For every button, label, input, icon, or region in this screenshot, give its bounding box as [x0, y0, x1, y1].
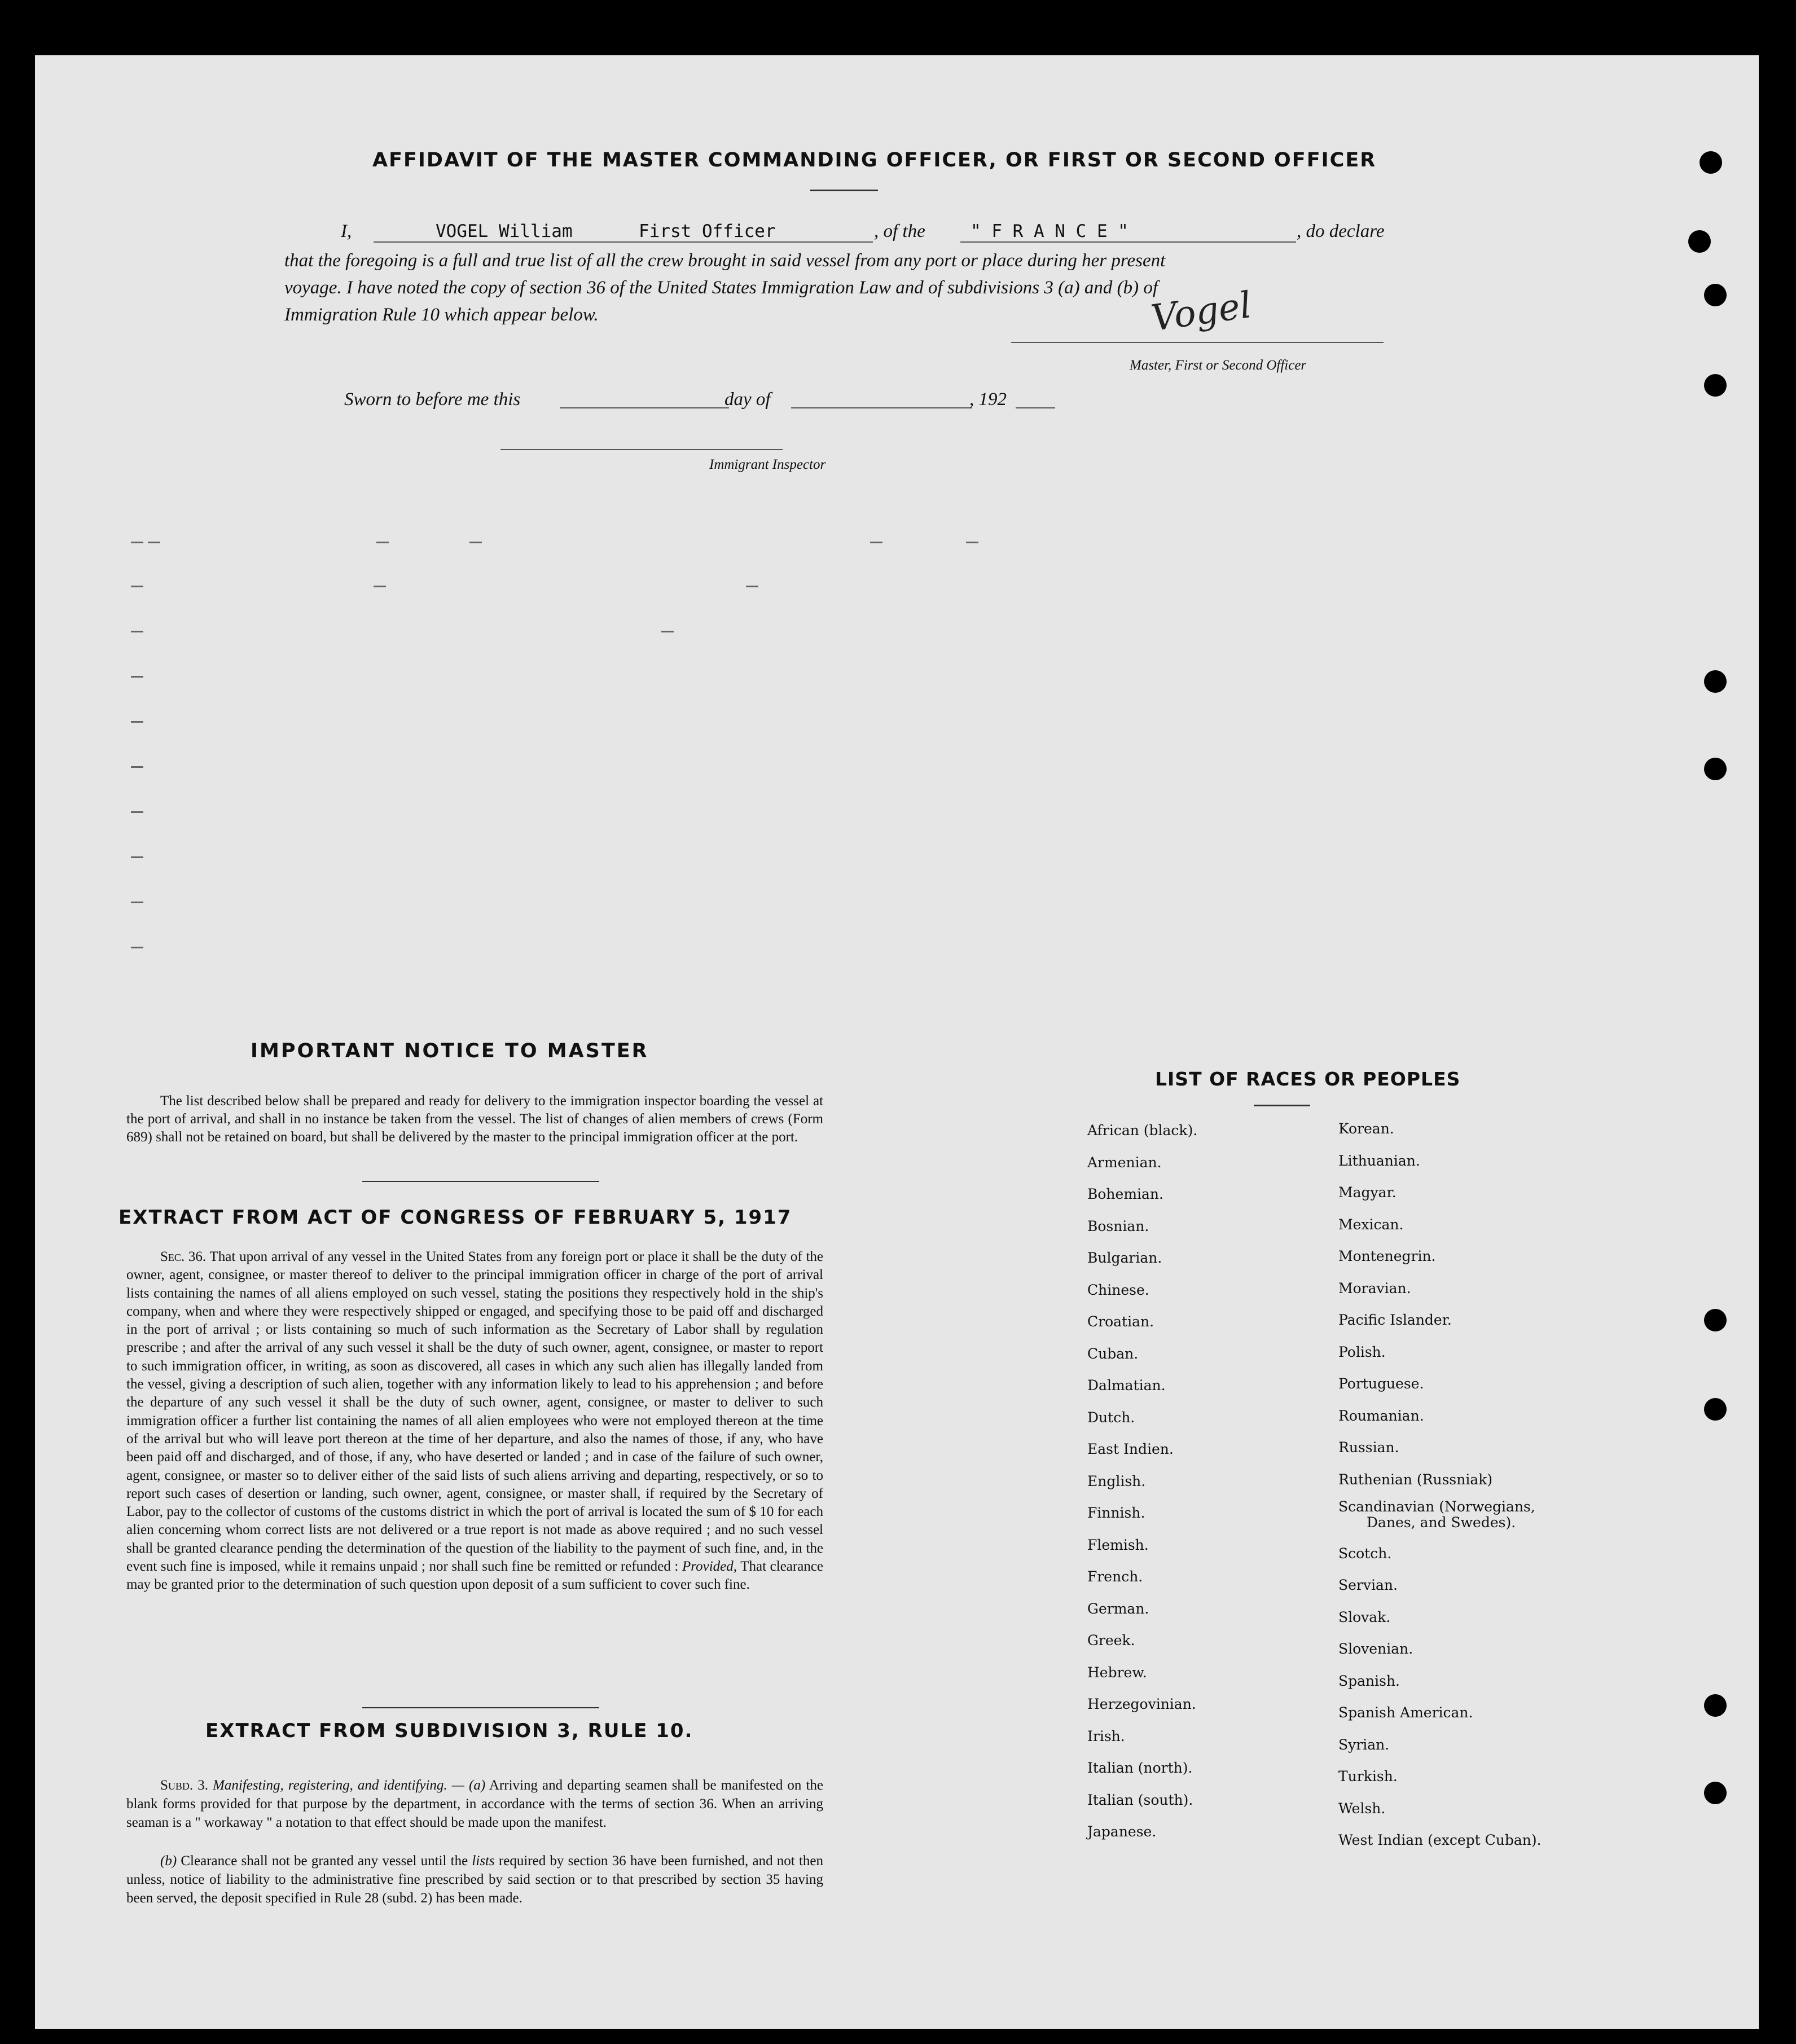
dash-mark — [966, 542, 978, 543]
race-item: Magyar. — [1338, 1184, 1397, 1201]
race-item: Cuban. — [1087, 1345, 1139, 1362]
race-item: Montenegrin. — [1338, 1248, 1436, 1264]
day-of-label: day of — [724, 389, 771, 410]
title-underline — [810, 190, 878, 191]
race-item: Irish. — [1087, 1727, 1125, 1744]
race-item: West Indian (except Cuban). — [1338, 1832, 1542, 1848]
extract-rule-b — [126, 1852, 823, 1907]
officer-signature: Vogel — [1148, 284, 1254, 340]
dash-mark — [131, 586, 143, 587]
binder-hole — [1704, 758, 1727, 780]
race-item: Pacific Islander. — [1338, 1312, 1452, 1328]
binder-hole — [1704, 1309, 1727, 1331]
dash-mark — [131, 721, 143, 723]
race-item: Scotch. — [1338, 1545, 1392, 1562]
race-item: Japanese. — [1087, 1823, 1157, 1840]
races-column-2 — [1338, 1113, 1542, 1857]
b-text2: required by section 36 have been furnished, and not then unless, notice of liability to the administrative fine prescribed by said section or to that prescribed by section 35 having been served, the deposit specified in Rule 28 (subd. 2) has been made. — [126, 1853, 823, 1906]
binder-hole — [1688, 230, 1711, 253]
race-item-scandinavian-cont: Danes, and Swedes). — [1367, 1514, 1516, 1531]
dash-mark — [661, 631, 674, 632]
race-item: Bohemian. — [1087, 1186, 1163, 1202]
race-item: Spanish American. — [1338, 1704, 1473, 1721]
sworn-label: Sworn to before me this — [344, 389, 521, 410]
notice-title: IMPORTANT NOTICE TO MASTER — [251, 1040, 649, 1062]
affidavit-title: AFFIDAVIT OF THE MASTER COMMANDING OFFICER, OR FIRST OR SECOND OFFICER — [372, 149, 1377, 172]
race-item: Croatian. — [1087, 1313, 1154, 1330]
dash-mark — [870, 542, 882, 543]
race-item: East Indien. — [1087, 1441, 1174, 1457]
affidavit-body-line1: that the foregoing is a full and true list of all the crew brought in said vessel from any port or place during her present — [284, 250, 1166, 271]
race-item: Mexican. — [1338, 1216, 1404, 1233]
subd-label: Subd. 3. — [160, 1778, 208, 1793]
year-label: , 192 — [969, 389, 1007, 410]
b-text: Clearance shall not be granted any vessel until the — [181, 1853, 468, 1869]
section-end: That clearance may be granted prior to the determination of such question upon deposit of a sum sufficient to cover such fine. — [126, 1559, 824, 1593]
extract-rule-a — [126, 1776, 823, 1832]
binder-hole — [1704, 1694, 1727, 1717]
extract-rule-title: EXTRACT FROM SUBDIVISION 3, RULE 10. — [205, 1720, 693, 1742]
race-item: Armenian. — [1087, 1154, 1162, 1171]
race-item: Turkish. — [1338, 1768, 1398, 1784]
races-title: LIST OF RACES OR PEOPLES — [1155, 1068, 1461, 1090]
race-item: Moravian. — [1338, 1280, 1411, 1296]
officer-rank: First Officer — [639, 221, 776, 241]
race-item: Italian (north). — [1087, 1760, 1193, 1776]
race-item: Roumanian. — [1338, 1407, 1424, 1424]
sworn-year-line — [1016, 407, 1055, 408]
race-item: English. — [1087, 1472, 1146, 1489]
race-item: Greek. — [1087, 1632, 1135, 1649]
dash-mark — [376, 542, 389, 543]
binder-hole — [1704, 284, 1727, 306]
sworn-day-line — [560, 407, 729, 408]
affidavit-body-line2: voyage. I have noted the copy of section 36 of the United States Immigration Law and of subdivisions 3 (a) and (b) of — [284, 278, 1158, 298]
inspector-caption: Immigrant Inspector — [709, 457, 826, 472]
races-underline — [1254, 1105, 1310, 1106]
race-item: Flemish. — [1087, 1536, 1149, 1553]
race-item: Portuguese. — [1338, 1375, 1424, 1392]
race-item: Slovenian. — [1338, 1641, 1413, 1657]
race-item: Ruthenian (Russniak) — [1338, 1471, 1493, 1488]
race-item: Syrian. — [1338, 1736, 1390, 1753]
affidavit-body-line3: Immigration Rule 10 which appear below. — [284, 305, 599, 325]
dash-mark — [131, 902, 143, 903]
vessel-line — [960, 241, 1296, 243]
of-the-label: , of the — [874, 221, 925, 241]
extract-act-title: EXTRACT FROM ACT OF CONGRESS OF FEBRUARY 5, 1917 — [118, 1206, 792, 1229]
race-item: Slovak. — [1338, 1608, 1391, 1625]
race-item: German. — [1087, 1600, 1149, 1617]
race-item: Herzegovinian. — [1087, 1696, 1196, 1712]
a-label: — (a) — [451, 1778, 486, 1793]
race-item: Finnish. — [1087, 1505, 1145, 1521]
race-item: Russian. — [1338, 1439, 1399, 1456]
race-item: African (black). — [1087, 1122, 1198, 1139]
binder-hole — [1700, 151, 1722, 174]
b-lists: lists — [472, 1853, 495, 1869]
race-item: Italian (south). — [1087, 1791, 1193, 1808]
races-column-1 — [1087, 1115, 1197, 1848]
dash-mark — [131, 676, 143, 678]
declare-label: , do declare — [1297, 221, 1385, 241]
section-label: Sec. 36. — [160, 1249, 207, 1264]
inspector-line — [500, 449, 783, 450]
race-item — [1338, 1496, 1542, 1531]
officer-name: VOGEL William — [436, 221, 573, 241]
dash-mark — [148, 542, 160, 543]
race-item: Bosnian. — [1087, 1217, 1149, 1234]
extract-act-text — [126, 1248, 823, 1594]
notice-text: The list described below shall be prepared and ready for delivery to the immigration inspector boarding the vessel at the port of arrival, and shall in no instance be taken from the vessel. The list of changes of alien members of crews (Form 689) shall not be retained on board, but shall be delivered by the master to the principal immigration officer at the port. — [126, 1093, 823, 1145]
binder-hole — [1704, 1398, 1727, 1421]
signature-line — [1011, 342, 1384, 343]
dash-mark — [746, 586, 758, 587]
section-body: That upon arrival of any vessel in the United States from any foreign port or place it shall be the duty of the owner, agent, consignee, or master thereof to deliver to the principal immigration officer in charge of the port of arrival lists containing the names of all aliens employed on such vessel, stating the positions they respectively hold in the ship's company, when and where they were respectively shipped or engaged, and specifying those to be paid off and discharged in the port of arrival ; or lists containing so much of such information as the Secretary of Labor shall by regulation prescribe ; and after the arrival of any such vessel it shall be the duty of such owner, agent, consignee, or master to report to such immigration officer, in writing, as soon as discovered, all cases in which any such alien has illegally landed from the vessel, giving a description of such alien, together with any information likely to lead to his apprehension ; and before the departure of any such vessel it shall be the duty of such owner, agent, consignee, or master to deliver to such immigration officer a further list containing the names of all alien employees who were not employed thereon at the time of the arrival but who will leave port thereon at the time of her departure, and also the names of those, if any, who have been paid off and discharged, and of those, if any, who have deserted or landed ; and in case of the failure of such owner, agent, consignee, or master so to deliver either of the said lists of such aliens arriving and departing, respectively, or so to report such cases of desertion or landing, such owner, agent, consignee, or master shall, if required by the Secretary of Labor, pay to the collector of customs of the customs district in which the port of arrival is located the sum of $ 10 for each alien concerning whom correct lists are not delivered or a true report is not made as above required ; and no such vessel shall be granted clearance pending the determination of the question of the liability to the payment of such fine, and, in the event such fine is imposed, while it remains unpaid ; nor shall such fine be remitted or refunded : — [126, 1249, 824, 1575]
race-item: Servian. — [1338, 1577, 1398, 1593]
race-item: Lithuanian. — [1338, 1152, 1420, 1169]
binder-hole — [1704, 1782, 1727, 1804]
dash-mark — [374, 586, 386, 587]
race-item: Spanish. — [1338, 1672, 1400, 1689]
act-divider — [362, 1707, 599, 1708]
race-item: Hebrew. — [1087, 1664, 1147, 1681]
signature-caption: Master, First or Second Officer — [1130, 358, 1307, 373]
dash-mark — [131, 811, 143, 813]
dash-mark — [131, 766, 143, 768]
dash-mark — [131, 542, 143, 543]
race-item: Dutch. — [1087, 1409, 1135, 1426]
i-label: I, — [341, 221, 352, 241]
race-item: Dalmatian. — [1087, 1377, 1166, 1394]
race-item: French. — [1087, 1568, 1143, 1585]
subd-heading: Manifesting, registering, and identifying. — [213, 1778, 447, 1793]
provided-label: Provided, — [682, 1559, 737, 1575]
race-item-scandinavian: Scandinavian (Norwegians, — [1338, 1498, 1535, 1515]
race-item: Chinese. — [1087, 1281, 1149, 1298]
race-item: Polish. — [1338, 1343, 1386, 1360]
dash-mark — [469, 542, 482, 543]
binder-hole — [1704, 374, 1727, 397]
dash-mark — [131, 856, 143, 858]
sworn-month-line — [791, 407, 972, 408]
form-page — [35, 55, 1759, 2029]
vessel-name: " F R A N C E " — [971, 221, 1128, 241]
race-item: Welsh. — [1338, 1800, 1386, 1817]
race-item: Korean. — [1338, 1120, 1394, 1137]
dash-mark — [131, 947, 143, 948]
race-item: Bulgarian. — [1087, 1250, 1162, 1266]
binder-hole — [1704, 670, 1727, 693]
a-text: Arriving and departing seamen shall be manifested on the blank forms provided for that purpose by the department, in accordance with the terms of section 36. When an arriving seaman is a " workaway " a notation to that effect should be made upon the manifest. — [126, 1778, 823, 1830]
officer-line — [374, 241, 873, 243]
b-label: (b) — [160, 1853, 177, 1869]
notice-divider — [362, 1181, 599, 1182]
dash-mark — [131, 631, 143, 632]
